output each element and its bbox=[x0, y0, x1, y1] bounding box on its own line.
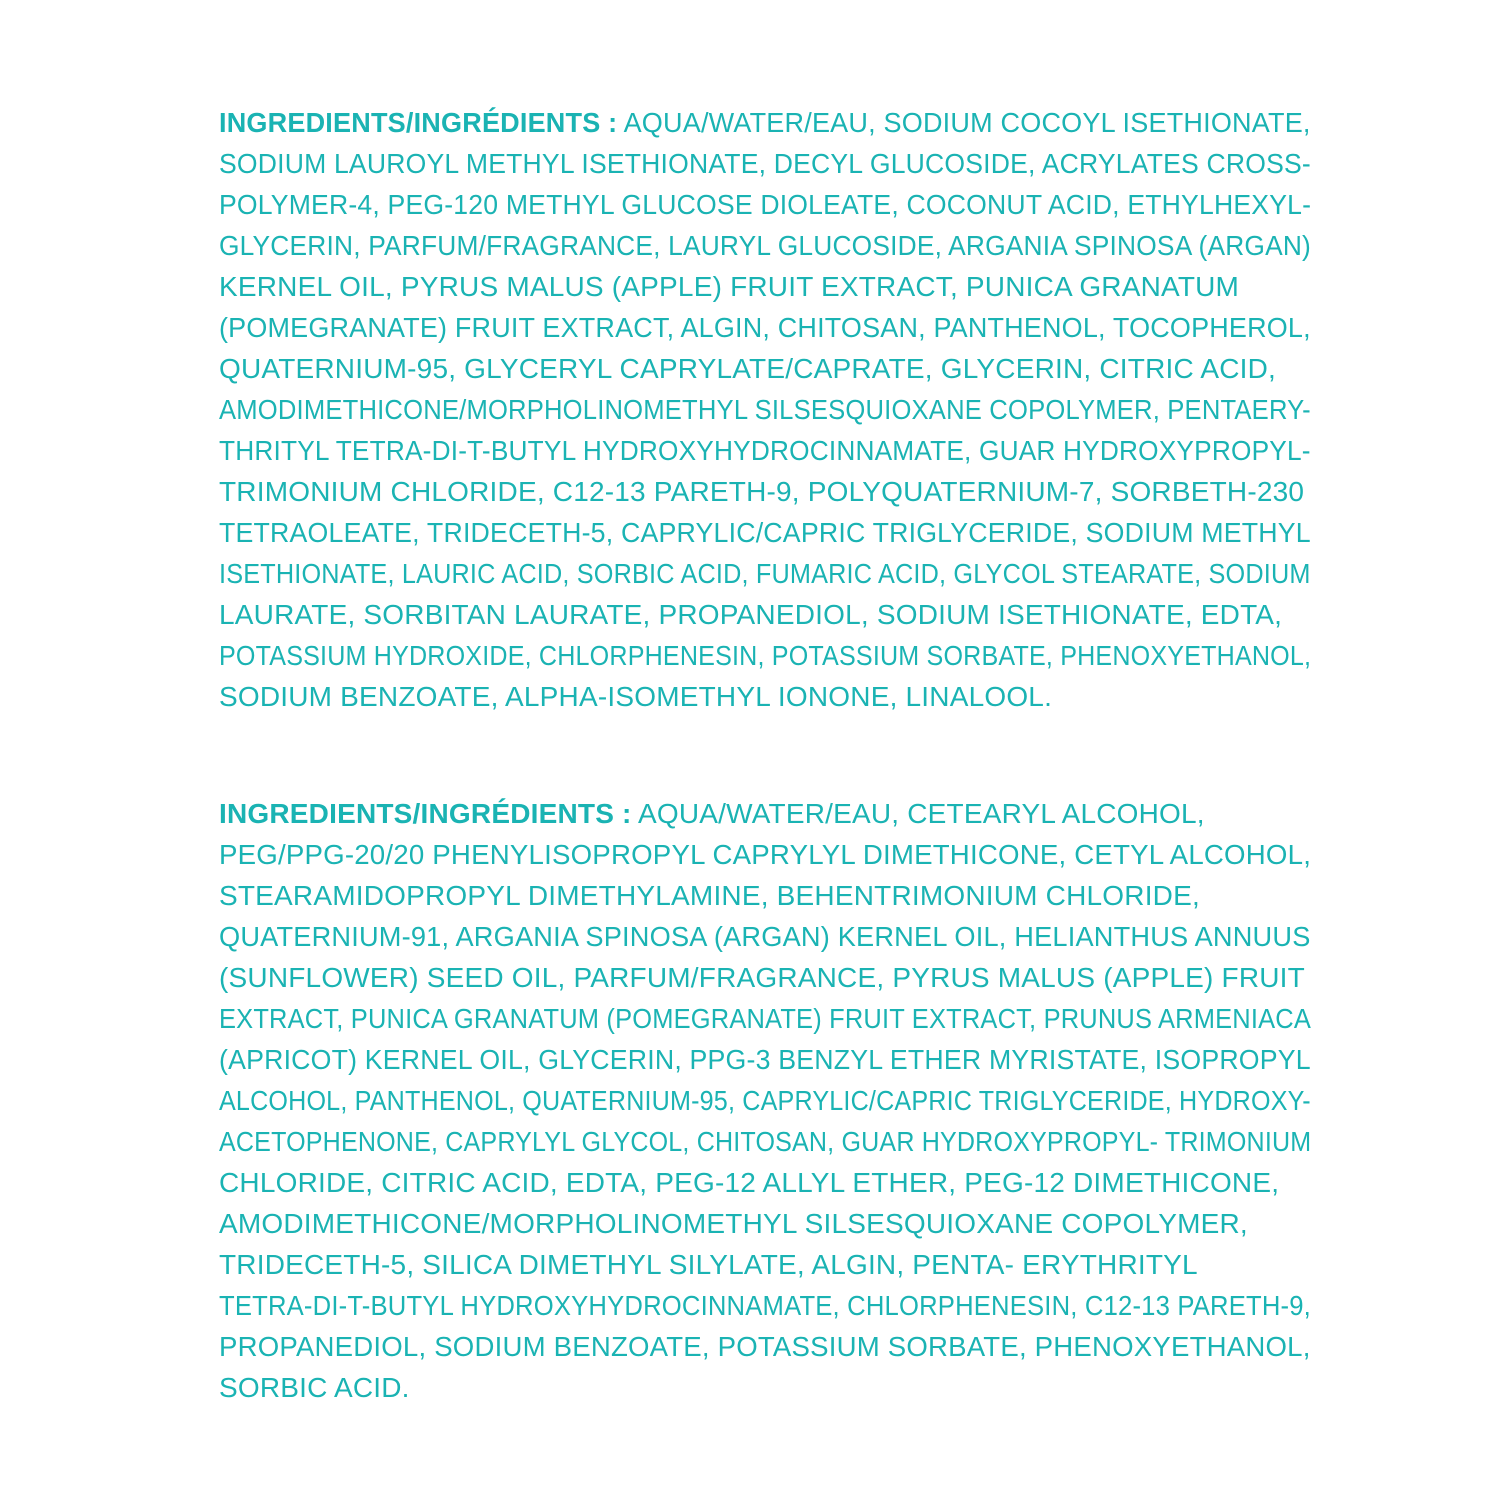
ingredients-line: PEG/PPG-20/20 PHENYLISOPROPYL CAPRYLYL DIMETHICONE, CETYL ALCOHOL, bbox=[219, 839, 1312, 870]
ingredients-line: KERNEL OIL, PYRUS MALUS (APPLE) FRUIT EXTRACT, PUNICA GRANATUM bbox=[219, 271, 1240, 302]
ingredients-line: EXTRACT, PUNICA GRANATUM (POMEGRANATE) FRUIT EXTRACT, PRUNUS ARMENIACA bbox=[219, 1003, 1312, 1034]
ingredients-line: SODIUM LAUROYL METHYL ISETHIONATE, DECYL GLUCOSIDE, ACRYLATES CROSS- bbox=[219, 148, 1311, 179]
ingredients-line: AMODIMETHICONE/MORPHOLINOMETHYL SILSESQUIOXANE COPOLYMER, bbox=[219, 1208, 1248, 1239]
ingredients-line bbox=[219, 793, 1311, 834]
ingredients-line: TRIDECETH-5, SILICA DIMETHYL SILYLATE, ALGIN, PENTA- ERYTHRITYL bbox=[219, 1249, 1198, 1280]
ingredients-line: SORBIC ACID. bbox=[219, 1372, 410, 1403]
ingredients-line bbox=[219, 102, 1311, 143]
ingredients-line: THRITYL TETRA-DI-T-BUTYL HYDROXYHYDROCINNAMATE, GUAR HYDROXYPROPYL- bbox=[219, 435, 1311, 466]
ingredients-line: TETRA-DI-T-BUTYL HYDROXYHYDROCINNAMATE, CHLORPHENESIN, C12-13 PARETH-9, bbox=[219, 1290, 1311, 1321]
ingredients-heading: INGREDIENTS/INGRÉDIENTS : bbox=[219, 107, 618, 138]
ingredients-block-2 bbox=[219, 793, 1311, 1408]
ingredients-line: QUATERNIUM-95, GLYCERYL CAPRYLATE/CAPRATE, GLYCERIN, CITRIC ACID, bbox=[219, 353, 1276, 384]
ingredients-text: AQUA/WATER/EAU, SODIUM COCOYL ISETHIONATE, bbox=[617, 107, 1311, 138]
ingredients-line: QUATERNIUM-91, ARGANIA SPINOSA (ARGAN) KERNEL OIL, HELIANTHUS ANNUUS bbox=[219, 921, 1311, 952]
ingredients-line: LAURATE, SORBITAN LAURATE, PROPANEDIOL, SODIUM ISETHIONATE, EDTA, bbox=[219, 599, 1283, 630]
ingredients-line: ACETOPHENONE, CAPRYLYL GLYCOL, CHITOSAN, GUAR HYDROXYPROPYL- TRIMONIUM bbox=[219, 1126, 1312, 1157]
ingredients-line: ALCOHOL, PANTHENOL, QUATERNIUM-95, CAPRYLIC/CAPRIC TRIGLYCERIDE, HYDROXY- bbox=[219, 1085, 1311, 1116]
ingredients-line: (APRICOT) KERNEL OIL, GLYCERIN, PPG-3 BENZYL ETHER MYRISTATE, ISOPROPYL bbox=[219, 1044, 1311, 1075]
ingredients-line: POTASSIUM HYDROXIDE, CHLORPHENESIN, POTASSIUM SORBATE, PHENOXYETHANOL, bbox=[219, 640, 1312, 671]
ingredients-line: AMODIMETHICONE/MORPHOLINOMETHYL SILSESQUIOXANE COPOLYMER, PENTAERY- bbox=[219, 394, 1311, 425]
ingredients-line: TRIMONIUM CHLORIDE, C12-13 PARETH-9, POLYQUATERNIUM-7, SORBETH-230 bbox=[219, 476, 1305, 507]
ingredients-line: GLYCERIN, PARFUM/FRAGRANCE, LAURYL GLUCOSIDE, ARGANIA SPINOSA (ARGAN) bbox=[219, 230, 1312, 261]
ingredients-line: CHLORIDE, CITRIC ACID, EDTA, PEG-12 ALLYL ETHER, PEG-12 DIMETHICONE, bbox=[219, 1167, 1280, 1198]
ingredients-line: (SUNFLOWER) SEED OIL, PARFUM/FRAGRANCE, PYRUS MALUS (APPLE) FRUIT bbox=[219, 962, 1305, 993]
ingredients-line: STEARAMIDOPROPYL DIMETHYLAMINE, BEHENTRIMONIUM CHLORIDE, bbox=[219, 880, 1200, 911]
ingredients-line: PROPANEDIOL, SODIUM BENZOATE, POTASSIUM SORBATE, PHENOXYETHANOL, bbox=[219, 1331, 1311, 1362]
ingredients-text: AQUA/WATER/EAU, CETEARYL ALCOHOL, bbox=[631, 798, 1205, 829]
ingredients-line: ISETHIONATE, LAURIC ACID, SORBIC ACID, FUMARIC ACID, GLYCOL STEARATE, SODIUM bbox=[219, 558, 1311, 589]
ingredients-line: TETRAOLEATE, TRIDECETH-5, CAPRYLIC/CAPRIC TRIGLYCERIDE, SODIUM METHYL bbox=[219, 517, 1311, 548]
ingredients-block-1 bbox=[219, 102, 1311, 717]
ingredients-line: POLYMER-4, PEG-120 METHYL GLUCOSE DIOLEATE, COCONUT ACID, ETHYLHEXYL- bbox=[219, 189, 1312, 220]
ingredients-line: SODIUM BENZOATE, ALPHA-ISOMETHYL IONONE, LINALOOL. bbox=[219, 681, 1053, 712]
ingredients-heading: INGREDIENTS/INGRÉDIENTS : bbox=[219, 798, 632, 829]
ingredients-line: (POMEGRANATE) FRUIT EXTRACT, ALGIN, CHITOSAN, PANTHENOL, TOCOPHEROL, bbox=[219, 312, 1311, 343]
